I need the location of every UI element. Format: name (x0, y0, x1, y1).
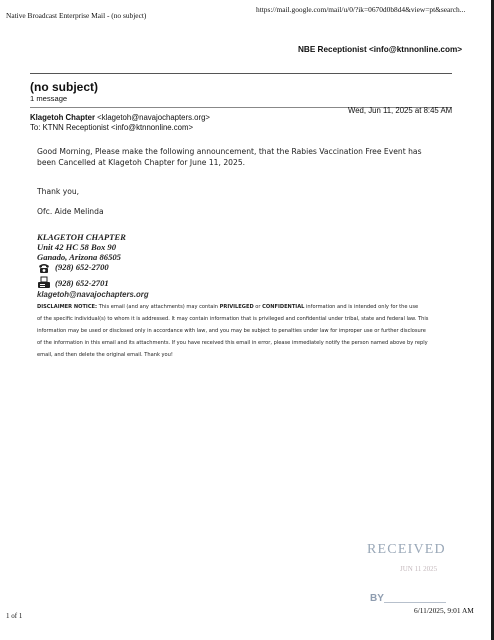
disclaimer-line-3: information may be used or disclosed only in accordance with law, and you may be subject to penalties under law for improper use or further disclosure (37, 328, 426, 334)
message-count: 1 message (30, 94, 68, 103)
body-line-1: Good Morning, Please make the following announcement, that the Rabies Vaccination Free Event has (37, 147, 422, 156)
received-stamp: RECEIVED (367, 542, 446, 557)
print-header-title: Native Broadcast Enterprise Mail - (no subject) (6, 11, 147, 20)
disclaimer-confidential: CONFIDENTIAL (262, 304, 305, 310)
print-timestamp: 6/11/2025, 9:01 AM (414, 606, 474, 615)
body-line-2: been Cancelled at Klagetoh Chapter for June 11, 2025. (37, 158, 246, 167)
fax-machine-icon (37, 276, 51, 290)
disclaimer-text-1c: or (253, 304, 263, 310)
sender-email[interactable]: <klagetoh@navajochapters.org> (97, 113, 210, 122)
body-closing: Thank you, (37, 187, 80, 196)
disclaimer-line-5: email, and then delete the original email. Thank you! (37, 352, 173, 358)
print-header-url[interactable]: https://mail.google.com/mail/u/0/?ik=0670d0b8d4&view=pt&search... (256, 5, 466, 14)
page-number: 1 of 1 (6, 612, 23, 620)
disclaimer-line-1 (37, 304, 418, 310)
signature-phone: (928) 652-2700 (55, 262, 109, 272)
signature-org: KLAGETOH CHAPTER (37, 232, 126, 242)
disclaimer-label: DISCLAIMER NOTICE: (37, 304, 98, 310)
signature-address-2: Ganado, Arizona 86505 (37, 252, 121, 262)
telephone-icon (37, 262, 51, 274)
email-subject: (no subject) (30, 80, 98, 94)
message-date: Wed, Jun 11, 2025 at 8:45 AM (348, 106, 453, 115)
disclaimer-text-1a: This email (and any attachments) may contain (97, 304, 220, 310)
received-stamp-signature-line (384, 602, 446, 603)
sender-line (30, 113, 210, 122)
signature-fax: (928) 652-2701 (55, 278, 109, 288)
received-stamp-by: BY (370, 593, 384, 604)
disclaimer-line-4: of the information in this email and its attachments. If you have received this email in error, please immediately notify the person named above by reply (37, 340, 428, 346)
body-sender-name: Ofc. Aide Melinda (37, 207, 104, 216)
mailbox-owner: NBE Receptionist <info@ktnnonline.com> (298, 45, 463, 54)
received-stamp-date: JUN 11 2025 (400, 565, 438, 573)
header-divider (30, 73, 452, 74)
disclaimer-line-2: of the specific individual(s) to whom it is addressed. It may contain information that is privileged and confidential under tribal, state and federal law. This (37, 316, 429, 322)
sender-name: Klagetoh Chapter (30, 113, 95, 122)
disclaimer-text-1e: information and is intended only for the use (304, 304, 419, 310)
signature-email[interactable]: klagetoh@navajochapters.org (37, 290, 149, 299)
signature-address-1: Unit 42 HC 58 Box 90 (37, 242, 117, 252)
recipient-line: To: KTNN Receptionist <info@ktnnonline.com> (30, 123, 194, 132)
disclaimer-privileged: PRIVILEGED (219, 304, 254, 310)
